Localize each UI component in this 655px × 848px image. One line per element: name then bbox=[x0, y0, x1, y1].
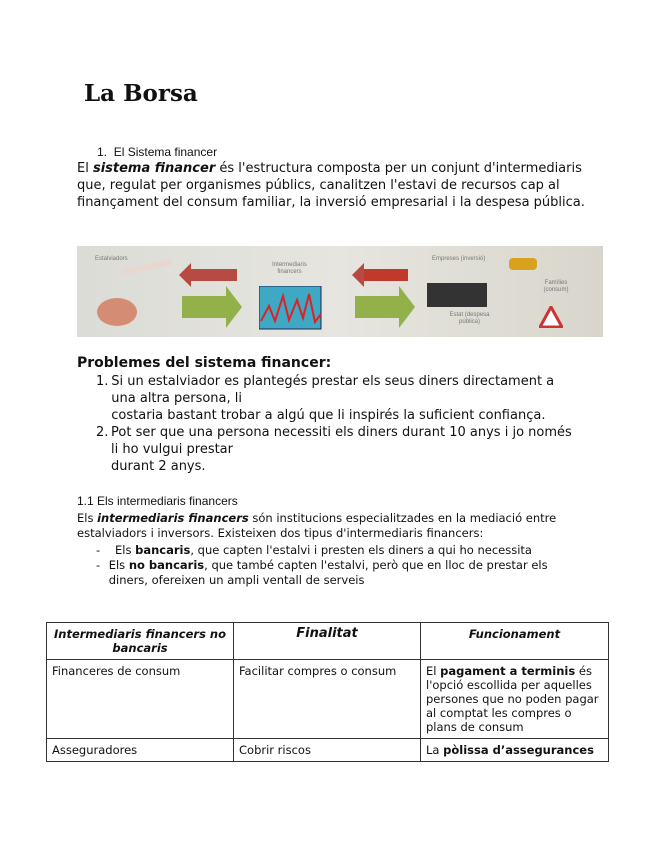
table-header-row bbox=[47, 623, 609, 660]
text: Els bbox=[77, 511, 98, 525]
page-title: La Borsa bbox=[84, 80, 198, 107]
list-number: 1. bbox=[96, 374, 109, 389]
text: El bbox=[77, 161, 93, 176]
text: Els bbox=[108, 558, 129, 572]
factory-icon bbox=[427, 283, 487, 307]
text: La bbox=[426, 743, 444, 757]
table-cell bbox=[421, 739, 609, 762]
column-header: Funcionament bbox=[421, 623, 609, 660]
list-number: 2. bbox=[96, 425, 109, 440]
figure-label: Intermediaris financers bbox=[272, 262, 307, 275]
text: Pot ser que una persona necessiti els diners durant 10 anys i jo només li ho vulgui prestar bbox=[111, 425, 572, 457]
text: Si un estalviador es plantegés prestar els seus diners directament a una altra persona, li bbox=[111, 374, 555, 406]
list-item bbox=[96, 373, 576, 424]
text: és l'opció escollida per aquelles persones que no poden pagar al comptat les compres o plans de consum bbox=[426, 664, 599, 734]
bullet-list bbox=[96, 543, 576, 588]
intro-paragraph bbox=[77, 160, 587, 211]
text: costaria bastant trobar a algú que li inspirés la suficient confiança. bbox=[111, 408, 546, 423]
intermediaries-table bbox=[46, 622, 609, 762]
heading-text: El Sistema financer bbox=[113, 145, 218, 159]
figure-label: Famílies (consum) bbox=[543, 280, 569, 293]
warning-sign-icon bbox=[539, 306, 563, 328]
problems-heading: Problemes del sistema financer: bbox=[77, 355, 332, 371]
figure-label: Estalviadors bbox=[95, 256, 128, 262]
car-icon bbox=[509, 258, 537, 270]
section-heading bbox=[97, 145, 217, 159]
column-header: Finalitat bbox=[234, 623, 421, 660]
term: bancaris bbox=[135, 543, 191, 557]
arrow-left-icon bbox=[364, 269, 408, 281]
column-header: Intermediaris financers no bancaris bbox=[47, 623, 234, 660]
text: Els bbox=[115, 543, 136, 557]
term: pagament a terminis bbox=[440, 664, 576, 678]
list-item: - Els no bancaris, que també capten l'estalvi, però que en lloc de prestar els diners, ofereixen un ampli ventall de serveis bbox=[96, 558, 548, 587]
term: pòlissa d’assegurances bbox=[443, 743, 594, 757]
figure-label: Estat (despesa pública) bbox=[449, 312, 490, 325]
intermediaries-paragraph bbox=[77, 511, 577, 541]
arrow-right-icon bbox=[355, 296, 399, 318]
arrow-left-icon bbox=[191, 269, 237, 281]
table-cell bbox=[421, 660, 609, 739]
table-cell: Financeres de consum bbox=[47, 660, 234, 739]
financial-system-figure bbox=[77, 246, 603, 337]
text: El bbox=[426, 664, 441, 678]
list-item: - Els bancaris, que capten l'estalvi i presten els diners a qui ho necessita bbox=[96, 543, 532, 557]
piggy-bank-icon bbox=[97, 298, 137, 326]
table-cell: Facilitar compres o consum bbox=[234, 660, 421, 739]
term: no bancaris bbox=[128, 558, 205, 572]
list-item bbox=[96, 424, 576, 475]
hand-icon bbox=[122, 259, 172, 275]
text: són institucions especialitzades en la mediació entre estalviadors i inversors. Existeixen dos tipus d'intermediaris financers: bbox=[77, 511, 557, 540]
subsection-heading: 1.1 Els intermediaris financers bbox=[77, 494, 238, 508]
table-row bbox=[47, 739, 609, 762]
term: sistema financer bbox=[92, 161, 216, 176]
chart-icon bbox=[259, 286, 323, 331]
table-cell: Cobrir riscos bbox=[234, 739, 421, 762]
text: , que capten l'estalvi i presten els diners a qui ho necessita bbox=[190, 543, 532, 557]
term: intermediaris financers bbox=[97, 511, 249, 525]
table-cell: Asseguradores bbox=[47, 739, 234, 762]
text: és l'estructura composta per un conjunt d'intermediaris que, regulat per organismes públics, canalitzen l'estavi de recursos cap al finançament del consum familiar, la inversió empresarial i la despesa pública. bbox=[77, 161, 585, 210]
figure-label: Empreses (inversió) bbox=[432, 256, 486, 262]
list-number: 1. bbox=[97, 145, 108, 159]
text: , que també capten l'estalvi, però que en lloc de prestar els diners, ofereixen un ampli ventall de serveis bbox=[108, 558, 548, 587]
text: durant 2 anys. bbox=[111, 459, 206, 474]
table-row bbox=[47, 660, 609, 739]
problems-list bbox=[96, 373, 576, 475]
arrow-right-icon bbox=[182, 296, 226, 318]
